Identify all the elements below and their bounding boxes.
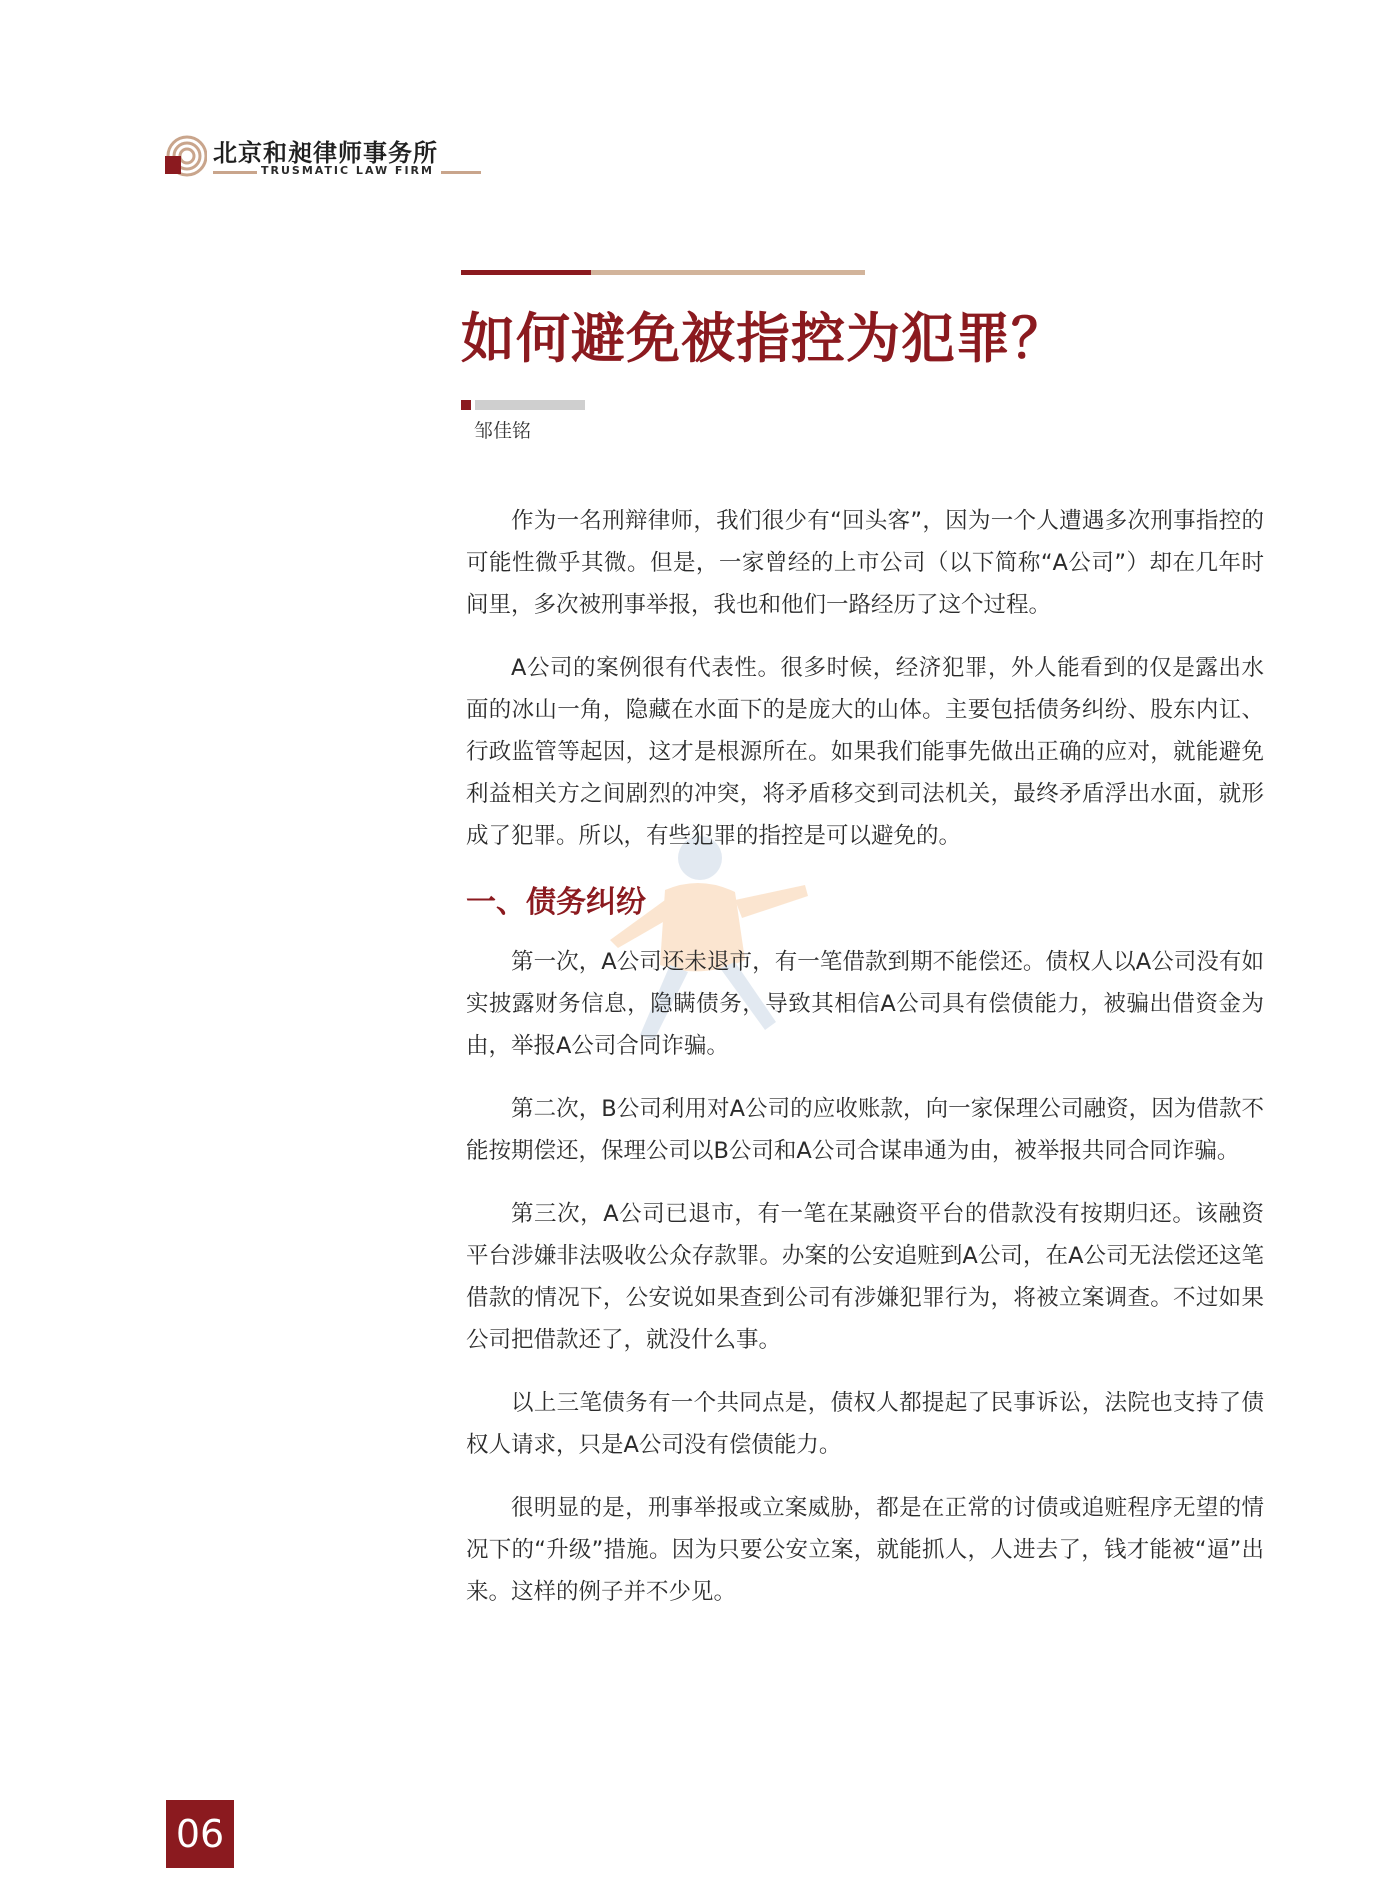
article-body (466, 500, 1264, 1634)
section-heading: 一、债务纠纷 (466, 885, 646, 920)
paragraph: 以上三笔债务有一个共同点是，债权人都提起了民事诉讼，法院也支持了债权人请求，只是A公司没有偿债能力。 (466, 1390, 1264, 1458)
paragraph: 第三次，A公司已退市，有一笔在某融资平台的借款没有按期归还。该融资平台涉嫌非法吸收公众存款罪。办案的公安追赃到A公司，在A公司无法偿还这笔借款的情况下，公安说如果查到公司有涉嫌犯罪行为，将被立案调查。不过如果公司把借款还了，就没什么事。 (466, 1201, 1264, 1353)
firm-name-cn: 北京和昶律师事务所 (213, 139, 438, 167)
firm-name-en: TRUSMATIC LAW FIRM (261, 164, 434, 177)
article-author: 邹佳铭 (474, 420, 532, 442)
page-number: 06 (166, 1800, 234, 1868)
firm-logo (163, 131, 483, 181)
paragraph: A公司的案例很有代表性。很多时候，经济犯罪，外人能看到的仅是露出水面的冰山一角，隐藏在水面下的是庞大的山体。主要包括债务纠纷、股东内讧、行政监管等起因，这才是根源所在。如果我们能事先做出正确的应对，就能避免利益相关方之间剧烈的冲突，将矛盾移交到司法机关，最终矛盾浮出水面，就形成了犯罪。所以，有些犯罪的指控是可以避免的。 (466, 655, 1264, 849)
paragraph: 作为一名刑辩律师，我们很少有“回头客”，因为一个人遭遇多次刑事指控的可能性微乎其微。但是，一家曾经的上市公司（以下简称“A公司”）却在几年时间里，多次被刑事举报，我也和他们一路经历了这个过程。 (466, 508, 1264, 618)
paragraph: 第一次，A公司还未退市，有一笔借款到期不能偿还。债权人以A公司没有如实披露财务信息，隐瞒债务，导致其相信A公司具有偿债能力，被骗出借资金为由，举报A公司合同诈骗。 (466, 949, 1264, 1059)
logo-divider-right (441, 171, 481, 174)
firm-logo-icon (163, 134, 207, 178)
logo-divider-left (213, 171, 257, 174)
paragraph: 很明显的是，刑事举报或立案威胁，都是在正常的讨债或追赃程序无望的情况下的“升级”措施。因为只要公安立案，就能抓人，人进去了，钱才能被“逼”出来。这样的例子并不少见。 (466, 1495, 1264, 1605)
article-title: 如何避免被指控为犯罪？ (461, 307, 1066, 370)
paragraph: 第二次，B公司利用对A公司的应收账款，向一家保理公司融资，因为借款不能按期偿还，保理公司以B公司和A公司合谋串通为由，被举报共同合同诈骗。 (466, 1096, 1264, 1164)
